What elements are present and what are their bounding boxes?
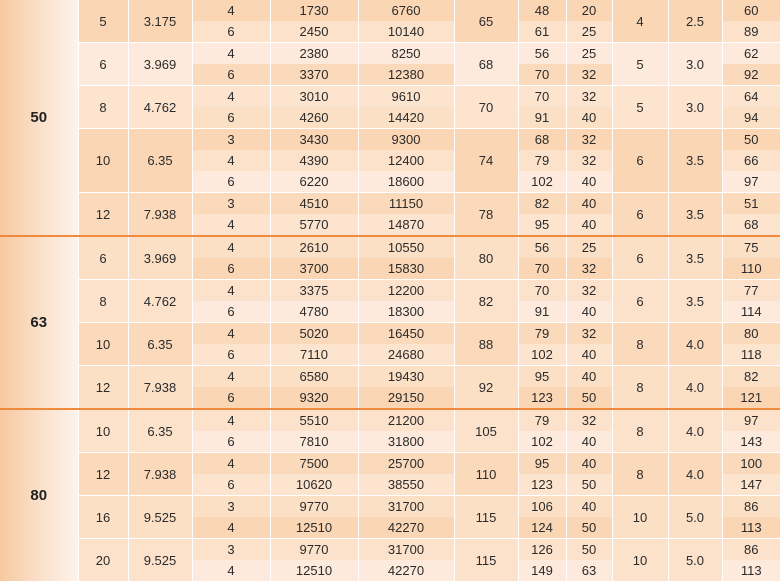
value-cell-r2: 31700 <box>358 496 454 518</box>
table-row <box>0 129 780 151</box>
value-cell-c10: 4.0 <box>668 409 722 453</box>
value-cell-r0: 4 <box>192 214 270 236</box>
value-cell-c1: 12 <box>78 193 128 237</box>
value-cell-r4: 50 <box>566 539 612 561</box>
value-cell-r2: 24680 <box>358 344 454 366</box>
value-cell-c2: 3.969 <box>128 43 192 86</box>
value-cell-r3: 70 <box>518 86 566 108</box>
value-cell-c10: 3.5 <box>668 193 722 237</box>
value-cell-c9: 10 <box>612 496 668 539</box>
value-cell-r5: 86 <box>722 539 780 561</box>
value-cell-r2: 6760 <box>358 0 454 21</box>
value-cell-r3: 70 <box>518 258 566 280</box>
value-cell-r1: 3010 <box>270 86 358 108</box>
value-cell-r1: 4780 <box>270 301 358 323</box>
table-row <box>0 366 780 388</box>
table-row <box>0 409 780 431</box>
value-cell-r5: 60 <box>722 0 780 21</box>
value-cell-r5: 100 <box>722 453 780 475</box>
value-cell-c9: 8 <box>612 453 668 496</box>
value-cell-r2: 31800 <box>358 431 454 453</box>
value-cell-c10: 4.0 <box>668 453 722 496</box>
value-cell-r4: 40 <box>566 431 612 453</box>
value-cell-c10: 4.0 <box>668 323 722 366</box>
value-cell-r3: 61 <box>518 21 566 43</box>
value-cell-r0: 6 <box>192 387 270 409</box>
value-cell-r1: 10620 <box>270 474 358 496</box>
value-cell-r3: 79 <box>518 150 566 171</box>
value-cell-r2: 38550 <box>358 474 454 496</box>
value-cell-c10: 3.0 <box>668 86 722 129</box>
table-row <box>0 539 780 561</box>
table-row <box>0 43 780 65</box>
value-cell-r2: 11150 <box>358 193 454 215</box>
value-cell-r3: 95 <box>518 366 566 388</box>
value-cell-r5: 80 <box>722 323 780 345</box>
value-cell-r5: 66 <box>722 150 780 171</box>
value-cell-r0: 4 <box>192 236 270 258</box>
value-cell-r2: 19430 <box>358 366 454 388</box>
value-cell-r2: 10140 <box>358 21 454 43</box>
value-cell-r2: 8250 <box>358 43 454 65</box>
value-cell-r0: 6 <box>192 171 270 193</box>
value-cell-r2: 12400 <box>358 150 454 171</box>
value-cell-c1: 6 <box>78 43 128 86</box>
value-cell-r5: 94 <box>722 107 780 129</box>
value-cell-r0: 6 <box>192 301 270 323</box>
value-cell-r1: 9320 <box>270 387 358 409</box>
value-cell-c6: 68 <box>454 43 518 86</box>
value-cell-r1: 5510 <box>270 409 358 431</box>
value-cell-r3: 68 <box>518 129 566 151</box>
value-cell-r2: 15830 <box>358 258 454 280</box>
value-cell-r3: 102 <box>518 171 566 193</box>
value-cell-r2: 12200 <box>358 280 454 302</box>
value-cell-r0: 4 <box>192 366 270 388</box>
value-cell-r0: 6 <box>192 344 270 366</box>
value-cell-r3: 123 <box>518 474 566 496</box>
value-cell-r2: 14870 <box>358 214 454 236</box>
value-cell-r0: 4 <box>192 86 270 108</box>
value-cell-c1: 10 <box>78 129 128 193</box>
value-cell-r0: 3 <box>192 193 270 215</box>
value-cell-r4: 25 <box>566 43 612 65</box>
value-cell-r5: 92 <box>722 64 780 86</box>
value-cell-c9: 5 <box>612 43 668 86</box>
value-cell-r4: 40 <box>566 193 612 215</box>
value-cell-r5: 114 <box>722 301 780 323</box>
value-cell-r1: 7810 <box>270 431 358 453</box>
table-row <box>0 323 780 345</box>
value-cell-r0: 4 <box>192 150 270 171</box>
value-cell-r5: 118 <box>722 344 780 366</box>
value-cell-c1: 12 <box>78 453 128 496</box>
value-cell-r1: 6580 <box>270 366 358 388</box>
group-label-cell: 50 <box>0 0 78 236</box>
value-cell-c1: 10 <box>78 323 128 366</box>
value-cell-r3: 70 <box>518 280 566 302</box>
value-cell-r0: 3 <box>192 496 270 518</box>
value-cell-r2: 9300 <box>358 129 454 151</box>
value-cell-r5: 86 <box>722 496 780 518</box>
value-cell-c9: 4 <box>612 0 668 43</box>
value-cell-c6: 80 <box>454 236 518 280</box>
value-cell-r0: 6 <box>192 21 270 43</box>
value-cell-r1: 6220 <box>270 171 358 193</box>
value-cell-r4: 32 <box>566 280 612 302</box>
value-cell-r5: 113 <box>722 560 780 581</box>
value-cell-r3: 106 <box>518 496 566 518</box>
value-cell-r1: 3700 <box>270 258 358 280</box>
value-cell-r5: 77 <box>722 280 780 302</box>
value-cell-c2: 7.938 <box>128 453 192 496</box>
value-cell-r2: 42270 <box>358 517 454 539</box>
value-cell-r2: 12380 <box>358 64 454 86</box>
value-cell-r0: 3 <box>192 129 270 151</box>
value-cell-c9: 10 <box>612 539 668 581</box>
value-cell-r1: 2610 <box>270 236 358 258</box>
value-cell-c6: 82 <box>454 280 518 323</box>
value-cell-r5: 113 <box>722 517 780 539</box>
value-cell-c1: 16 <box>78 496 128 539</box>
value-cell-c9: 8 <box>612 323 668 366</box>
value-cell-c6: 74 <box>454 129 518 193</box>
value-cell-c2: 4.762 <box>128 86 192 129</box>
value-cell-r4: 32 <box>566 86 612 108</box>
group-label-cell: 63 <box>0 236 78 409</box>
value-cell-r1: 7500 <box>270 453 358 475</box>
value-cell-r1: 2450 <box>270 21 358 43</box>
value-cell-c10: 3.5 <box>668 280 722 323</box>
value-cell-r5: 121 <box>722 387 780 409</box>
value-cell-r3: 126 <box>518 539 566 561</box>
value-cell-c6: 110 <box>454 453 518 496</box>
value-cell-r3: 124 <box>518 517 566 539</box>
value-cell-c10: 5.0 <box>668 496 722 539</box>
value-cell-r3: 56 <box>518 43 566 65</box>
value-cell-r3: 95 <box>518 453 566 475</box>
value-cell-r4: 40 <box>566 107 612 129</box>
value-cell-c6: 115 <box>454 539 518 581</box>
value-cell-r4: 25 <box>566 236 612 258</box>
value-cell-c1: 8 <box>78 86 128 129</box>
value-cell-r1: 5770 <box>270 214 358 236</box>
value-cell-r5: 75 <box>722 236 780 258</box>
value-cell-r5: 64 <box>722 86 780 108</box>
value-cell-r0: 6 <box>192 258 270 280</box>
value-cell-c10: 3.5 <box>668 236 722 280</box>
value-cell-c10: 4.0 <box>668 366 722 410</box>
value-cell-r3: 123 <box>518 387 566 409</box>
value-cell-c6: 105 <box>454 409 518 453</box>
value-cell-r2: 18600 <box>358 171 454 193</box>
value-cell-r3: 48 <box>518 0 566 21</box>
value-cell-c10: 5.0 <box>668 539 722 581</box>
value-cell-r3: 102 <box>518 431 566 453</box>
value-cell-r1: 12510 <box>270 560 358 581</box>
value-cell-r1: 2380 <box>270 43 358 65</box>
value-cell-r4: 40 <box>566 301 612 323</box>
value-cell-r5: 89 <box>722 21 780 43</box>
value-cell-r5: 82 <box>722 366 780 388</box>
value-cell-r2: 42270 <box>358 560 454 581</box>
value-cell-r4: 25 <box>566 21 612 43</box>
value-cell-r4: 20 <box>566 0 612 21</box>
value-cell-r2: 9610 <box>358 86 454 108</box>
value-cell-r2: 21200 <box>358 409 454 431</box>
value-cell-r5: 143 <box>722 431 780 453</box>
value-cell-r4: 40 <box>566 496 612 518</box>
value-cell-r1: 4390 <box>270 150 358 171</box>
value-cell-c1: 8 <box>78 280 128 323</box>
group-label-cell: 80 <box>0 409 78 581</box>
value-cell-r4: 32 <box>566 150 612 171</box>
value-cell-r0: 4 <box>192 560 270 581</box>
value-cell-r3: 70 <box>518 64 566 86</box>
value-cell-r0: 4 <box>192 409 270 431</box>
value-cell-r1: 4510 <box>270 193 358 215</box>
value-cell-r0: 6 <box>192 474 270 496</box>
value-cell-r1: 9770 <box>270 539 358 561</box>
value-cell-r4: 32 <box>566 64 612 86</box>
value-cell-c2: 6.35 <box>128 323 192 366</box>
value-cell-c6: 65 <box>454 0 518 43</box>
value-cell-c9: 6 <box>612 129 668 193</box>
table-row <box>0 236 780 258</box>
table-row <box>0 86 780 108</box>
value-cell-r4: 50 <box>566 517 612 539</box>
value-cell-c10: 3.0 <box>668 43 722 86</box>
value-cell-c1: 10 <box>78 409 128 453</box>
value-cell-c1: 5 <box>78 0 128 43</box>
value-cell-r0: 3 <box>192 539 270 561</box>
value-cell-c2: 4.762 <box>128 280 192 323</box>
value-cell-c1: 12 <box>78 366 128 410</box>
value-cell-r2: 31700 <box>358 539 454 561</box>
value-cell-c2: 9.525 <box>128 539 192 581</box>
value-cell-r4: 40 <box>566 171 612 193</box>
value-cell-r3: 82 <box>518 193 566 215</box>
value-cell-c2: 3.175 <box>128 0 192 43</box>
value-cell-r4: 40 <box>566 366 612 388</box>
value-cell-c6: 115 <box>454 496 518 539</box>
value-cell-r4: 32 <box>566 323 612 345</box>
value-cell-c9: 8 <box>612 366 668 410</box>
value-cell-c2: 6.35 <box>128 129 192 193</box>
value-cell-r1: 9770 <box>270 496 358 518</box>
value-cell-c9: 6 <box>612 193 668 237</box>
value-cell-r0: 6 <box>192 64 270 86</box>
value-cell-r5: 110 <box>722 258 780 280</box>
value-cell-r2: 29150 <box>358 387 454 409</box>
value-cell-r2: 16450 <box>358 323 454 345</box>
value-cell-c10: 3.5 <box>668 129 722 193</box>
value-cell-r1: 5020 <box>270 323 358 345</box>
value-cell-r1: 4260 <box>270 107 358 129</box>
value-cell-r0: 6 <box>192 431 270 453</box>
value-cell-r4: 50 <box>566 474 612 496</box>
value-cell-r4: 40 <box>566 344 612 366</box>
value-cell-c9: 8 <box>612 409 668 453</box>
value-cell-c6: 88 <box>454 323 518 366</box>
value-cell-r3: 79 <box>518 409 566 431</box>
value-cell-r0: 4 <box>192 280 270 302</box>
value-cell-c6: 92 <box>454 366 518 410</box>
value-cell-r4: 32 <box>566 258 612 280</box>
value-cell-r3: 91 <box>518 107 566 129</box>
value-cell-c6: 70 <box>454 86 518 129</box>
value-cell-r0: 4 <box>192 43 270 65</box>
table-row <box>0 280 780 302</box>
value-cell-c1: 20 <box>78 539 128 581</box>
value-cell-c2: 7.938 <box>128 193 192 237</box>
table-row <box>0 193 780 215</box>
value-cell-c2: 7.938 <box>128 366 192 410</box>
value-cell-r5: 68 <box>722 214 780 236</box>
value-cell-r4: 63 <box>566 560 612 581</box>
value-cell-r2: 25700 <box>358 453 454 475</box>
value-cell-r3: 149 <box>518 560 566 581</box>
value-cell-r4: 40 <box>566 453 612 475</box>
value-cell-r3: 95 <box>518 214 566 236</box>
value-cell-c9: 5 <box>612 86 668 129</box>
value-cell-c2: 6.35 <box>128 409 192 453</box>
value-cell-r5: 62 <box>722 43 780 65</box>
value-cell-r3: 91 <box>518 301 566 323</box>
value-cell-c6: 78 <box>454 193 518 237</box>
value-cell-r5: 97 <box>722 409 780 431</box>
value-cell-c10: 2.5 <box>668 0 722 43</box>
value-cell-c9: 6 <box>612 236 668 280</box>
value-cell-r1: 12510 <box>270 517 358 539</box>
value-cell-r0: 4 <box>192 453 270 475</box>
value-cell-r4: 40 <box>566 214 612 236</box>
value-cell-r3: 79 <box>518 323 566 345</box>
value-cell-r4: 32 <box>566 409 612 431</box>
table-row <box>0 0 780 21</box>
value-cell-r4: 50 <box>566 387 612 409</box>
value-cell-r0: 6 <box>192 107 270 129</box>
value-cell-r5: 50 <box>722 129 780 151</box>
value-cell-r0: 4 <box>192 0 270 21</box>
value-cell-r5: 97 <box>722 171 780 193</box>
table-row <box>0 453 780 475</box>
value-cell-r0: 4 <box>192 517 270 539</box>
value-cell-r5: 51 <box>722 193 780 215</box>
value-cell-r1: 7110 <box>270 344 358 366</box>
value-cell-r3: 102 <box>518 344 566 366</box>
value-cell-r1: 1730 <box>270 0 358 21</box>
value-cell-c2: 3.969 <box>128 236 192 280</box>
value-cell-r1: 3430 <box>270 129 358 151</box>
value-cell-c9: 6 <box>612 280 668 323</box>
value-cell-r4: 32 <box>566 129 612 151</box>
value-cell-r1: 3370 <box>270 64 358 86</box>
value-cell-r3: 56 <box>518 236 566 258</box>
value-cell-r0: 4 <box>192 323 270 345</box>
value-cell-c1: 6 <box>78 236 128 280</box>
value-cell-c2: 9.525 <box>128 496 192 539</box>
value-cell-r2: 14420 <box>358 107 454 129</box>
value-cell-r2: 18300 <box>358 301 454 323</box>
table-row <box>0 496 780 518</box>
value-cell-r1: 3375 <box>270 280 358 302</box>
value-cell-r5: 147 <box>722 474 780 496</box>
value-cell-r2: 10550 <box>358 236 454 258</box>
